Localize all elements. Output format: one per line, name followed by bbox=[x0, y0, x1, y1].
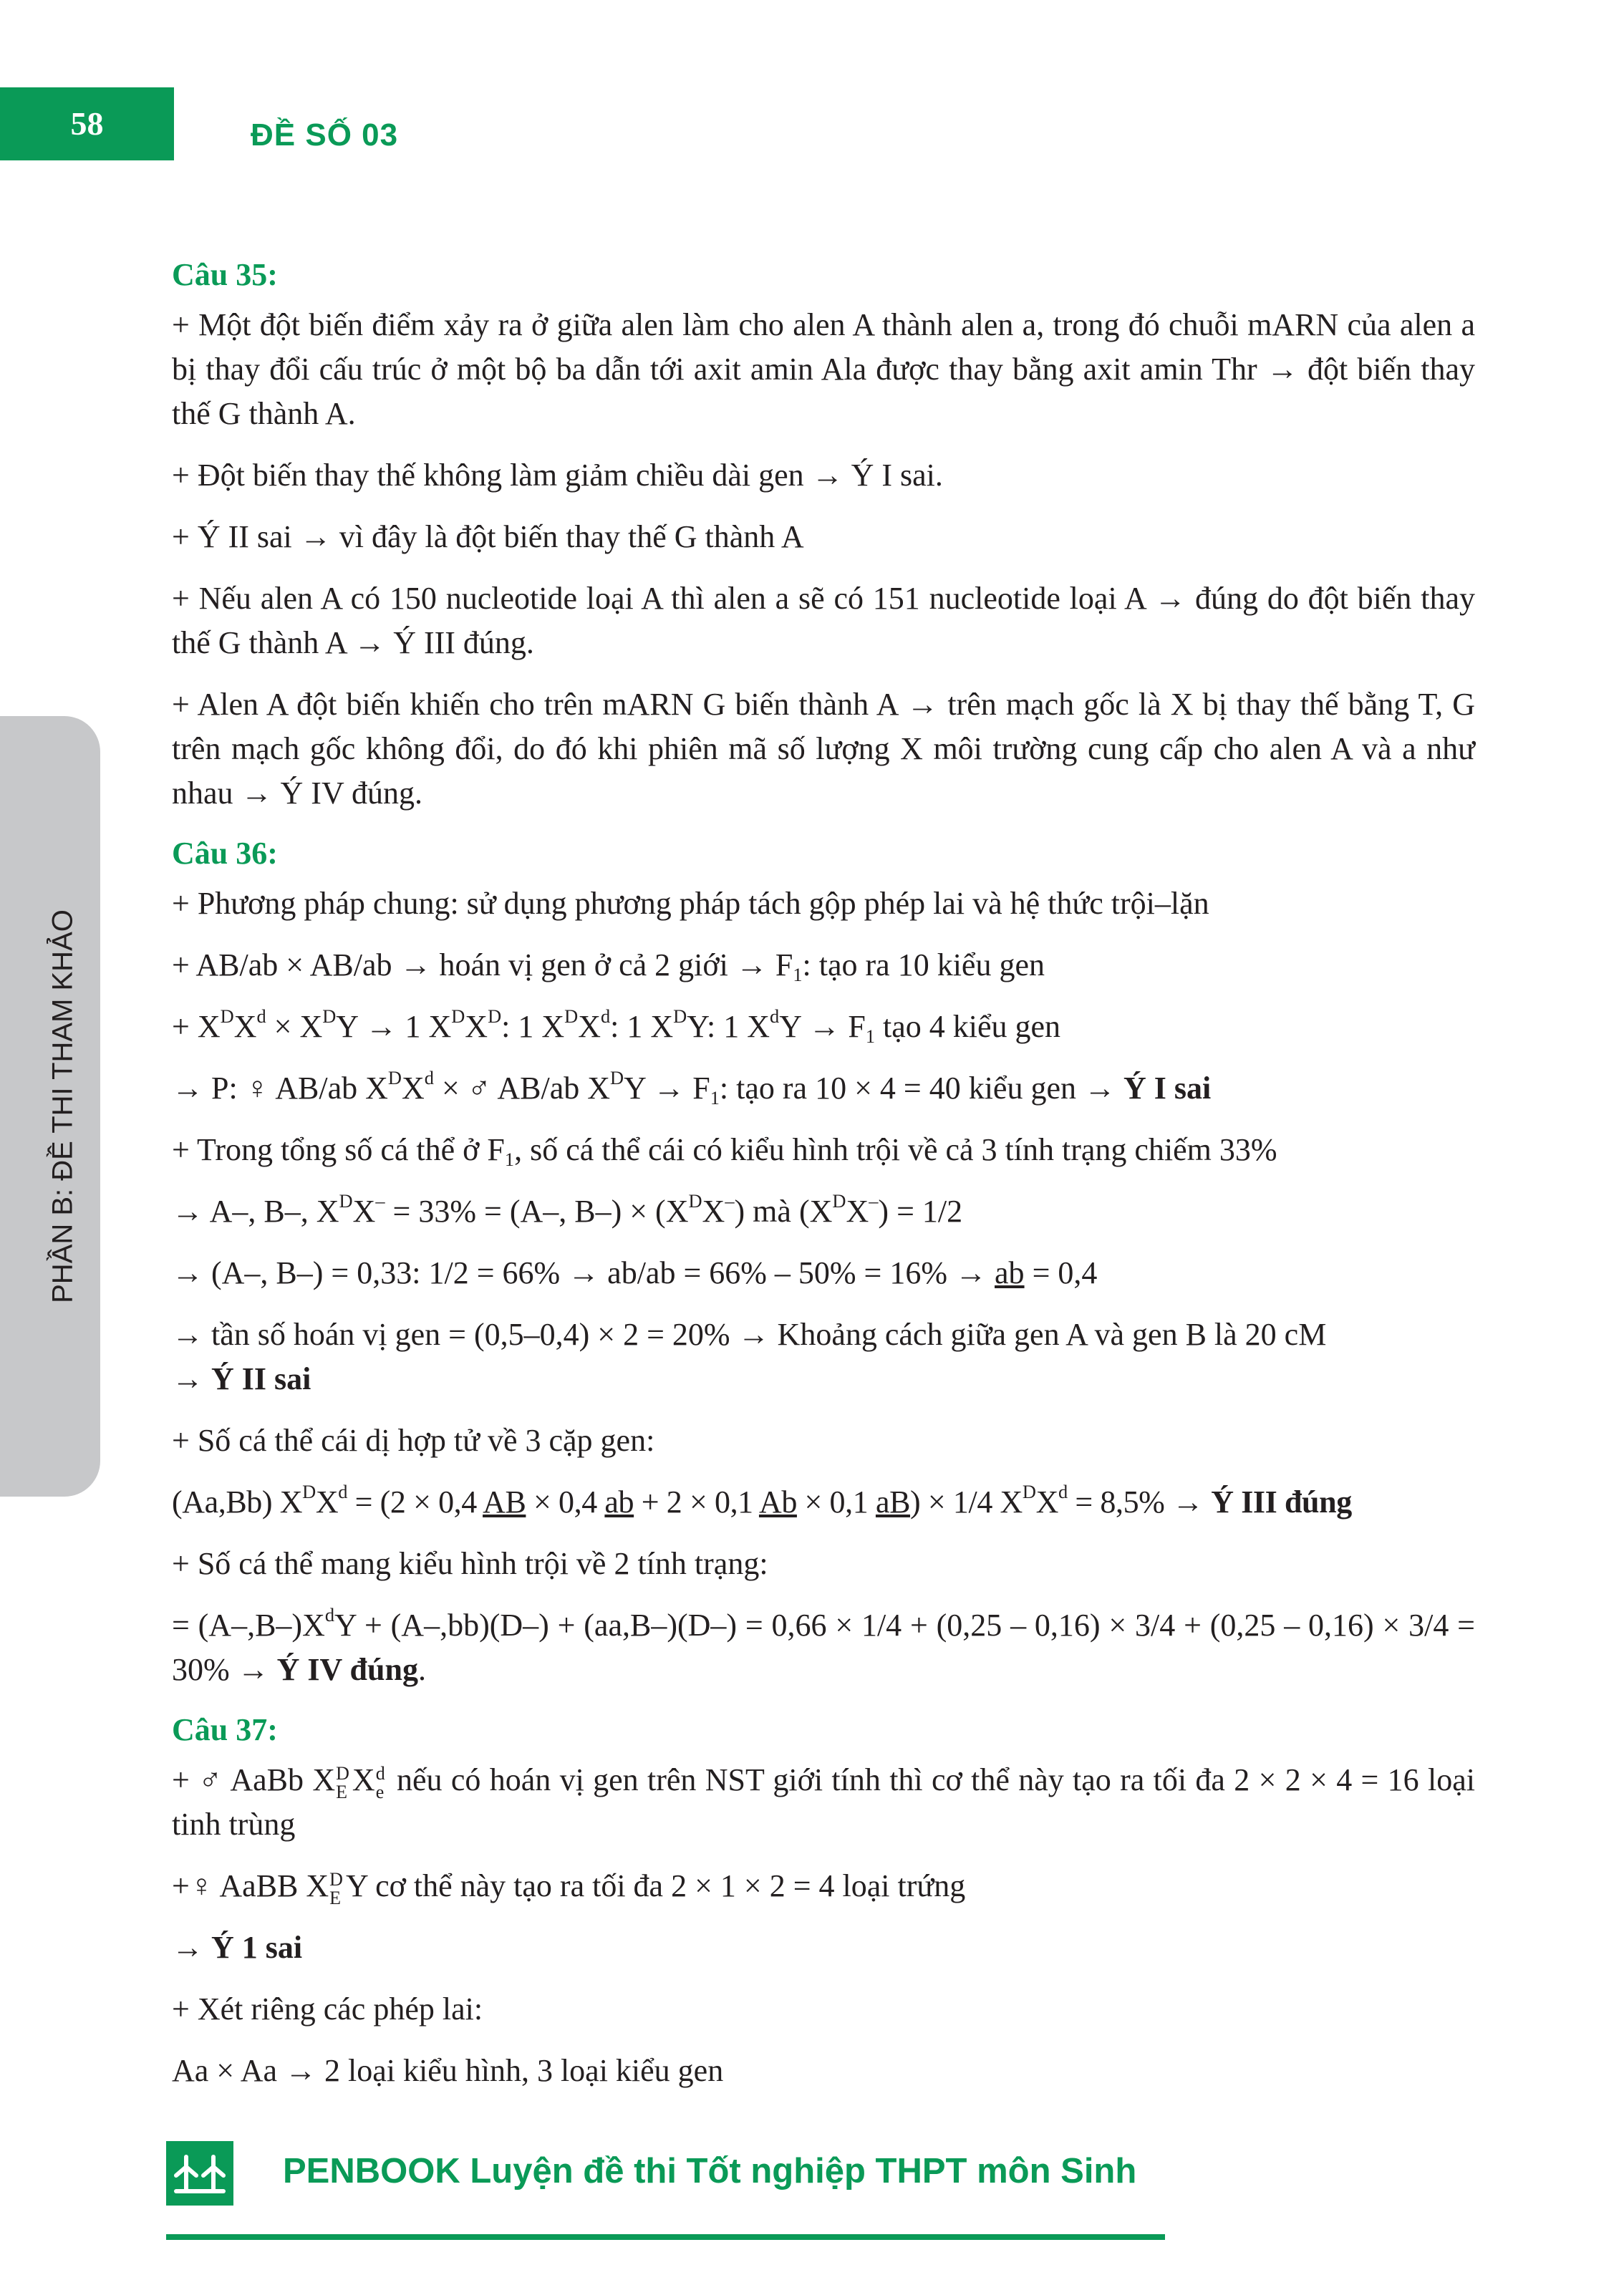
paragraph: Aa × Aa → 2 loại kiểu hình, 3 loại kiểu gen bbox=[172, 2053, 724, 2088]
paragraph: → tần số hoán vị gen = (0,5–0,4) × 2 = 20% → Khoảng cách giữa gen A và gen B là 20 cM → Ý II sai bbox=[172, 1317, 1327, 1396]
paragraph: (Aa,Bb) $X^DX^d = (2 \times 0,4$ AB × 0,4 ab + 2 × 0,1 Ab × 0,1 aB) × 1/4 $X^DX^d = 8,5\%$ → Ý III đúng bbox=[172, 1481, 1352, 1520]
page-content bbox=[172, 254, 1475, 2110]
paragraph: + Xét riêng các phép lai: bbox=[172, 1991, 483, 2027]
book-title: PENBOOK Luyện đề thi Tốt nghiệp THPT môn Sinh bbox=[283, 2152, 1137, 2191]
side-tab-label: PHẦN B: ĐỀ THI THAM KHẢO bbox=[47, 909, 79, 1303]
paragraph: + Đột biến thay thế không làm giảm chiều dài gen → Ý I sai. bbox=[172, 458, 943, 493]
conclusion: Ý II sai bbox=[211, 1361, 311, 1396]
paragraph: + AB/ab × AB/ab → hoán vị gen ở cả 2 giới → $F_1$: tạo ra 10 kiểu gen bbox=[172, 947, 1045, 985]
paragraph: + Một đột biến điểm xảy ra ở giữa alen làm cho alen A thành alen a, trong đó chuỗi mARN của alen a bị thay đổi cấu trúc ở một bộ ba dẫn tới axit amin Ala được thay bằng axit amin Thr → đột biến thay thế G thành A. bbox=[172, 307, 1475, 431]
page-number: 58 bbox=[70, 105, 104, 142]
paragraph: + Phương pháp chung: sử dụng phương pháp tách gộp phép lai và hệ thức trội–lặn bbox=[172, 886, 1209, 921]
conclusion: Ý 1 sai bbox=[211, 1930, 303, 1965]
paragraph: + Trong tổng số cá thể ở $F_1$, số cá thể cái có kiểu hình trội về cả 3 tính trạng chiếm 33% bbox=[172, 1132, 1277, 1170]
paragraph: → (A–, B–) = 0,33: 1/2 = 66% → ab/ab = 66% – 50% = 16% → ab = 0,4 bbox=[172, 1255, 1098, 1290]
paragraph: + Số cá thể mang kiểu hình trội về 2 tính trạng: bbox=[172, 1546, 768, 1581]
conclusion: Ý IV đúng bbox=[276, 1652, 418, 1687]
book-logo-icon bbox=[166, 2141, 233, 2206]
paragraph: + Nếu alen A có 150 nucleotide loại A thì alen a sẽ có 151 nucleotide loại A → đúng do đột biến thay thế G thành A → Ý III đúng. bbox=[172, 581, 1475, 660]
question-heading-35: Câu 35: bbox=[172, 257, 278, 292]
conclusion: Ý I sai bbox=[1123, 1071, 1212, 1106]
paragraph: + ♂ AaBb X D E X d e nếu có hoán vị gen trên NST giới tính thì cơ thể này tạo ra tối đa 2 × 2 × 4 = 16 loại tinh trùng bbox=[172, 1762, 1475, 1842]
footer-divider bbox=[166, 2234, 1165, 2240]
paragraph: + Ý II sai → vì đây là đột biến thay thế G thành A bbox=[172, 519, 804, 554]
paragraph: → P: ♀ AB/ab $X^DX^d$ × ♂ AB/ab $X^DY \to F_1$: tạo ra 10 × 4 = 40 kiểu gen → Ý I sai bbox=[172, 1067, 1212, 1108]
paragraph: → A–, B–, $X^DX^- = 33\% = (A-$, $B-) \times (X^DX^-)$ mà $(X^DX^-) = 1/2$ bbox=[172, 1190, 963, 1229]
paragraph: + Số cá thể cái dị hợp tử về 3 cặp gen: bbox=[172, 1423, 655, 1458]
question-heading-37: Câu 37: bbox=[172, 1712, 278, 1747]
paragraph: + $X^DX^d \times X^DY \to 1$ $X^DX^D$: 1 $X^DX^d$: 1 $X^DY$: 1 $X^dY \to F_1$ tạo 4 kiểu gen bbox=[172, 1005, 1061, 1047]
paragraph: +♀ AaBB X D E Y cơ thể này tạo ra tối đa 2 × 1 × 2 = 4 loại trứng bbox=[172, 1868, 966, 1908]
paragraph: + Alen A đột biến khiến cho trên mARN G biến thành A → trên mạch gốc là X bị thay thế bằng T, G trên mạch gốc không đổi, do đó khi phiên mã số lượng X môi trường cung cấp cho alen A và a như nhau → Ý IV đúng. bbox=[172, 687, 1475, 811]
paragraph: = $(A-,B-)X^dY + (A-,bb)(D-) + (aa,B-)(D-) = 0,66 \times 1/4 + (0,25 - 0,16) \times 3/4 + (0,25 - 0,16) \times 3/4 = 30\%$ → Ý IV đúng. bbox=[172, 1604, 1475, 1687]
section-title: ĐỀ SỐ 03 bbox=[251, 117, 399, 153]
question-heading-36: Câu 36: bbox=[172, 836, 278, 871]
paragraph: → Ý 1 sai bbox=[172, 1930, 303, 1965]
